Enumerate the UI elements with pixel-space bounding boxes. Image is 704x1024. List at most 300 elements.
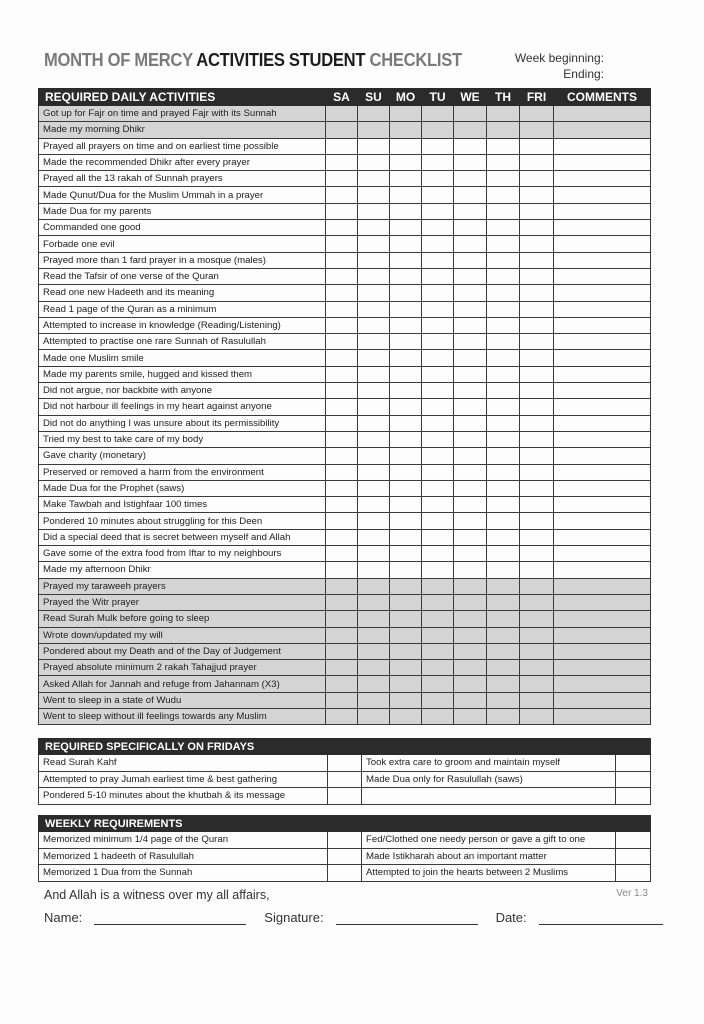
check-cell-we[interactable] [454,383,487,399]
check-cell-tu[interactable] [422,203,454,219]
check-cell[interactable] [328,755,362,772]
check-cell-su[interactable] [358,611,390,627]
comment-cell[interactable] [554,171,651,187]
check-cell-sa[interactable] [326,399,358,415]
check-cell-su[interactable] [358,692,390,708]
check-cell-fri[interactable] [520,643,554,659]
check-cell-sa[interactable] [326,692,358,708]
check-cell-we[interactable] [454,431,487,447]
comment-cell[interactable] [554,350,651,366]
check-cell-su[interactable] [358,334,390,350]
check-cell-su[interactable] [358,138,390,154]
check-cell-sa[interactable] [326,106,358,122]
check-cell-th[interactable] [487,513,520,529]
comment-cell[interactable] [554,660,651,676]
check-cell-we[interactable] [454,236,487,252]
check-cell-mo[interactable] [390,676,422,692]
comment-cell[interactable] [554,285,651,301]
check-cell[interactable] [616,832,651,849]
check-cell-tu[interactable] [422,660,454,676]
check-cell-su[interactable] [358,383,390,399]
check-cell-mo[interactable] [390,268,422,284]
check-cell-th[interactable] [487,106,520,122]
check-cell-mo[interactable] [390,220,422,236]
check-cell-sa[interactable] [326,643,358,659]
check-cell-su[interactable] [358,676,390,692]
check-cell-su[interactable] [358,122,390,138]
check-cell-tu[interactable] [422,334,454,350]
check-cell-sa[interactable] [326,203,358,219]
check-cell-su[interactable] [358,627,390,643]
comment-cell[interactable] [554,138,651,154]
check-cell-sa[interactable] [326,220,358,236]
comment-cell[interactable] [554,268,651,284]
check-cell-we[interactable] [454,660,487,676]
check-cell-sa[interactable] [326,676,358,692]
comment-cell[interactable] [554,497,651,513]
check-cell-su[interactable] [358,529,390,545]
check-cell-mo[interactable] [390,252,422,268]
comment-cell[interactable] [554,692,651,708]
check-cell-su[interactable] [358,301,390,317]
check-cell[interactable] [328,832,362,849]
check-cell-tu[interactable] [422,366,454,382]
comment-cell[interactable] [554,399,651,415]
check-cell-fri[interactable] [520,236,554,252]
check-cell-fri[interactable] [520,431,554,447]
check-cell-fri[interactable] [520,594,554,610]
check-cell-mo[interactable] [390,480,422,496]
check-cell-sa[interactable] [326,334,358,350]
comment-cell[interactable] [554,154,651,170]
check-cell-th[interactable] [487,334,520,350]
check-cell-tu[interactable] [422,415,454,431]
check-cell-mo[interactable] [390,350,422,366]
check-cell-we[interactable] [454,154,487,170]
check-cell-mo[interactable] [390,154,422,170]
check-cell-mo[interactable] [390,138,422,154]
check-cell-tu[interactable] [422,106,454,122]
check-cell-su[interactable] [358,546,390,562]
check-cell-su[interactable] [358,480,390,496]
check-cell-su[interactable] [358,268,390,284]
check-cell-tu[interactable] [422,448,454,464]
check-cell-sa[interactable] [326,236,358,252]
check-cell-th[interactable] [487,317,520,333]
check-cell-sa[interactable] [326,138,358,154]
check-cell-th[interactable] [487,708,520,724]
comment-cell[interactable] [554,546,651,562]
check-cell-we[interactable] [454,366,487,382]
check-cell-th[interactable] [487,268,520,284]
check-cell-tu[interactable] [422,497,454,513]
check-cell-we[interactable] [454,594,487,610]
check-cell-mo[interactable] [390,578,422,594]
check-cell-mo[interactable] [390,464,422,480]
check-cell-mo[interactable] [390,594,422,610]
check-cell-mo[interactable] [390,317,422,333]
comment-cell[interactable] [554,106,651,122]
check-cell-su[interactable] [358,594,390,610]
comment-cell[interactable] [554,317,651,333]
check-cell-mo[interactable] [390,513,422,529]
check-cell-sa[interactable] [326,448,358,464]
check-cell-fri[interactable] [520,252,554,268]
check-cell-we[interactable] [454,708,487,724]
check-cell-th[interactable] [487,285,520,301]
check-cell-we[interactable] [454,546,487,562]
check-cell-we[interactable] [454,220,487,236]
check-cell-th[interactable] [487,187,520,203]
check-cell-tu[interactable] [422,138,454,154]
check-cell-mo[interactable] [390,708,422,724]
check-cell-tu[interactable] [422,236,454,252]
check-cell-tu[interactable] [422,562,454,578]
check-cell-su[interactable] [358,154,390,170]
check-cell-mo[interactable] [390,448,422,464]
check-cell[interactable] [616,848,651,865]
check-cell-th[interactable] [487,448,520,464]
check-cell-mo[interactable] [390,627,422,643]
check-cell-mo[interactable] [390,203,422,219]
check-cell-th[interactable] [487,236,520,252]
check-cell-tu[interactable] [422,383,454,399]
check-cell-fri[interactable] [520,106,554,122]
check-cell-th[interactable] [487,660,520,676]
check-cell-mo[interactable] [390,301,422,317]
check-cell-sa[interactable] [326,708,358,724]
check-cell-fri[interactable] [520,317,554,333]
check-cell-su[interactable] [358,366,390,382]
check-cell-fri[interactable] [520,350,554,366]
check-cell[interactable] [616,755,651,772]
check-cell-tu[interactable] [422,594,454,610]
date-field[interactable] [539,912,663,925]
check-cell-we[interactable] [454,399,487,415]
check-cell-th[interactable] [487,643,520,659]
check-cell-th[interactable] [487,138,520,154]
comment-cell[interactable] [554,464,651,480]
comment-cell[interactable] [554,383,651,399]
check-cell-sa[interactable] [326,497,358,513]
check-cell-sa[interactable] [326,366,358,382]
check-cell-sa[interactable] [326,546,358,562]
check-cell-su[interactable] [358,448,390,464]
check-cell-su[interactable] [358,513,390,529]
check-cell-fri[interactable] [520,138,554,154]
check-cell-fri[interactable] [520,187,554,203]
check-cell-sa[interactable] [326,594,358,610]
check-cell-tu[interactable] [422,252,454,268]
check-cell-sa[interactable] [326,350,358,366]
check-cell-sa[interactable] [326,252,358,268]
check-cell-th[interactable] [487,562,520,578]
check-cell-fri[interactable] [520,513,554,529]
check-cell[interactable] [616,788,651,805]
check-cell-we[interactable] [454,627,487,643]
check-cell-tu[interactable] [422,171,454,187]
check-cell-fri[interactable] [520,122,554,138]
check-cell-th[interactable] [487,122,520,138]
check-cell-we[interactable] [454,301,487,317]
check-cell-tu[interactable] [422,220,454,236]
check-cell-mo[interactable] [390,562,422,578]
check-cell-mo[interactable] [390,643,422,659]
check-cell-tu[interactable] [422,317,454,333]
check-cell-mo[interactable] [390,366,422,382]
check-cell-sa[interactable] [326,301,358,317]
check-cell-we[interactable] [454,317,487,333]
check-cell-fri[interactable] [520,627,554,643]
check-cell-we[interactable] [454,334,487,350]
check-cell-th[interactable] [487,301,520,317]
check-cell-sa[interactable] [326,268,358,284]
check-cell-sa[interactable] [326,154,358,170]
comment-cell[interactable] [554,627,651,643]
check-cell-tu[interactable] [422,464,454,480]
check-cell-mo[interactable] [390,431,422,447]
check-cell-sa[interactable] [326,171,358,187]
check-cell[interactable] [616,771,651,788]
check-cell-fri[interactable] [520,578,554,594]
comment-cell[interactable] [554,301,651,317]
comment-cell[interactable] [554,562,651,578]
check-cell-su[interactable] [358,562,390,578]
check-cell-su[interactable] [358,643,390,659]
check-cell-tu[interactable] [422,643,454,659]
check-cell-th[interactable] [487,529,520,545]
check-cell-sa[interactable] [326,480,358,496]
check-cell-th[interactable] [487,154,520,170]
check-cell-su[interactable] [358,220,390,236]
check-cell-th[interactable] [487,546,520,562]
check-cell-th[interactable] [487,692,520,708]
check-cell-tu[interactable] [422,513,454,529]
check-cell-su[interactable] [358,350,390,366]
check-cell-th[interactable] [487,431,520,447]
check-cell-th[interactable] [487,676,520,692]
check-cell-th[interactable] [487,594,520,610]
check-cell-fri[interactable] [520,154,554,170]
check-cell[interactable] [328,771,362,788]
check-cell-fri[interactable] [520,480,554,496]
check-cell-sa[interactable] [326,187,358,203]
check-cell-we[interactable] [454,480,487,496]
check-cell-th[interactable] [487,464,520,480]
check-cell-fri[interactable] [520,611,554,627]
check-cell-tu[interactable] [422,187,454,203]
check-cell-fri[interactable] [520,301,554,317]
check-cell-fri[interactable] [520,692,554,708]
check-cell-sa[interactable] [326,611,358,627]
check-cell-sa[interactable] [326,529,358,545]
comment-cell[interactable] [554,334,651,350]
comment-cell[interactable] [554,708,651,724]
check-cell-fri[interactable] [520,546,554,562]
check-cell-fri[interactable] [520,660,554,676]
check-cell-th[interactable] [487,220,520,236]
check-cell-we[interactable] [454,122,487,138]
check-cell-su[interactable] [358,660,390,676]
check-cell-mo[interactable] [390,334,422,350]
check-cell-mo[interactable] [390,187,422,203]
check-cell-th[interactable] [487,480,520,496]
name-field[interactable] [94,912,246,925]
check-cell-tu[interactable] [422,627,454,643]
check-cell-we[interactable] [454,497,487,513]
check-cell-fri[interactable] [520,334,554,350]
check-cell-mo[interactable] [390,546,422,562]
check-cell-sa[interactable] [326,383,358,399]
check-cell-su[interactable] [358,171,390,187]
check-cell-we[interactable] [454,448,487,464]
check-cell-sa[interactable] [326,562,358,578]
check-cell-th[interactable] [487,203,520,219]
check-cell-we[interactable] [454,692,487,708]
check-cell-th[interactable] [487,578,520,594]
check-cell-th[interactable] [487,399,520,415]
check-cell-su[interactable] [358,203,390,219]
comment-cell[interactable] [554,220,651,236]
check-cell-we[interactable] [454,643,487,659]
check-cell-tu[interactable] [422,154,454,170]
comment-cell[interactable] [554,366,651,382]
check-cell-mo[interactable] [390,399,422,415]
comment-cell[interactable] [554,431,651,447]
check-cell-we[interactable] [454,171,487,187]
comment-cell[interactable] [554,676,651,692]
check-cell-mo[interactable] [390,383,422,399]
check-cell-th[interactable] [487,171,520,187]
check-cell-mo[interactable] [390,171,422,187]
check-cell-fri[interactable] [520,448,554,464]
check-cell-we[interactable] [454,268,487,284]
check-cell-we[interactable] [454,529,487,545]
check-cell-tu[interactable] [422,480,454,496]
check-cell-mo[interactable] [390,660,422,676]
check-cell-th[interactable] [487,627,520,643]
check-cell-we[interactable] [454,562,487,578]
check-cell-we[interactable] [454,106,487,122]
check-cell-sa[interactable] [326,285,358,301]
check-cell-fri[interactable] [520,464,554,480]
comment-cell[interactable] [554,643,651,659]
check-cell-we[interactable] [454,187,487,203]
comment-cell[interactable] [554,480,651,496]
check-cell-fri[interactable] [520,285,554,301]
check-cell-sa[interactable] [326,578,358,594]
check-cell-fri[interactable] [520,399,554,415]
check-cell-mo[interactable] [390,611,422,627]
check-cell-su[interactable] [358,464,390,480]
check-cell-fri[interactable] [520,708,554,724]
check-cell-we[interactable] [454,415,487,431]
comment-cell[interactable] [554,529,651,545]
check-cell-fri[interactable] [520,366,554,382]
check-cell-su[interactable] [358,415,390,431]
comment-cell[interactable] [554,513,651,529]
comment-cell[interactable] [554,187,651,203]
comment-cell[interactable] [554,578,651,594]
check-cell-sa[interactable] [326,317,358,333]
check-cell-su[interactable] [358,708,390,724]
check-cell-fri[interactable] [520,497,554,513]
check-cell[interactable] [616,865,651,882]
signature-field[interactable] [336,912,478,925]
check-cell-tu[interactable] [422,692,454,708]
check-cell-tu[interactable] [422,546,454,562]
check-cell-we[interactable] [454,611,487,627]
check-cell-mo[interactable] [390,285,422,301]
check-cell-mo[interactable] [390,236,422,252]
check-cell[interactable] [328,865,362,882]
check-cell-we[interactable] [454,578,487,594]
check-cell-sa[interactable] [326,415,358,431]
check-cell-fri[interactable] [520,171,554,187]
check-cell-th[interactable] [487,350,520,366]
check-cell-fri[interactable] [520,268,554,284]
comment-cell[interactable] [554,203,651,219]
check-cell-tu[interactable] [422,611,454,627]
check-cell-mo[interactable] [390,122,422,138]
check-cell-su[interactable] [358,285,390,301]
check-cell-fri[interactable] [520,562,554,578]
check-cell-fri[interactable] [520,676,554,692]
check-cell-fri[interactable] [520,415,554,431]
check-cell-fri[interactable] [520,203,554,219]
check-cell-sa[interactable] [326,627,358,643]
comment-cell[interactable] [554,415,651,431]
check-cell-tu[interactable] [422,676,454,692]
check-cell-su[interactable] [358,317,390,333]
comment-cell[interactable] [554,122,651,138]
check-cell-th[interactable] [487,415,520,431]
check-cell-su[interactable] [358,497,390,513]
check-cell-mo[interactable] [390,106,422,122]
check-cell-sa[interactable] [326,513,358,529]
check-cell-th[interactable] [487,366,520,382]
check-cell-tu[interactable] [422,578,454,594]
comment-cell[interactable] [554,611,651,627]
check-cell-sa[interactable] [326,431,358,447]
check-cell-tu[interactable] [422,431,454,447]
check-cell-sa[interactable] [326,660,358,676]
check-cell-we[interactable] [454,203,487,219]
check-cell-th[interactable] [487,497,520,513]
check-cell-tu[interactable] [422,708,454,724]
check-cell-tu[interactable] [422,350,454,366]
check-cell-fri[interactable] [520,529,554,545]
check-cell-sa[interactable] [326,464,358,480]
check-cell-th[interactable] [487,383,520,399]
check-cell-we[interactable] [454,350,487,366]
check-cell-su[interactable] [358,106,390,122]
check-cell-su[interactable] [358,399,390,415]
check-cell-su[interactable] [358,236,390,252]
comment-cell[interactable] [554,594,651,610]
check-cell-su[interactable] [358,431,390,447]
check-cell-tu[interactable] [422,122,454,138]
comment-cell[interactable] [554,448,651,464]
check-cell-sa[interactable] [326,122,358,138]
check-cell-we[interactable] [454,676,487,692]
check-cell-tu[interactable] [422,301,454,317]
check-cell-we[interactable] [454,464,487,480]
check-cell-we[interactable] [454,285,487,301]
check-cell-mo[interactable] [390,692,422,708]
check-cell-su[interactable] [358,252,390,268]
check-cell-mo[interactable] [390,529,422,545]
